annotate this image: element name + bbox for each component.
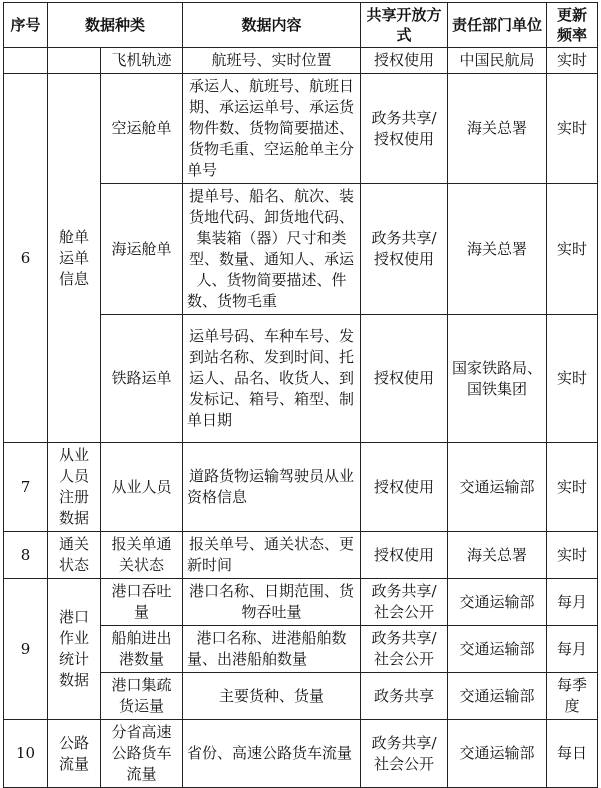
department-cell: 交通运输部: [448, 720, 547, 788]
index-cell: 6: [4, 74, 48, 443]
content-cell: 省份、高速公路货车流量: [183, 720, 361, 788]
subcategory-cell: 港口集疏货运量: [101, 673, 183, 720]
content-cell: 提单号、船名、航次、装货地代码、卸货地代码、集装箱（器）尺寸和类型、数量、通知人、承运人、货物简要描述、件数、货物毛重: [183, 184, 361, 315]
sharing-cell: 政务共享/授权使用: [361, 74, 448, 184]
header-frequency: 更新频率: [547, 3, 598, 48]
category-cell: 舱单运单信息: [48, 74, 101, 443]
department-cell: 交通运输部: [448, 579, 547, 626]
subcategory-cell: 飞机轨迹: [101, 48, 183, 74]
department-cell: 交通运输部: [448, 626, 547, 673]
content-cell: 港口名称、日期范围、货物吞吐量: [183, 579, 361, 626]
department-cell: 国家铁路局、国铁集团: [448, 315, 547, 443]
department-cell: 交通运输部: [448, 673, 547, 720]
frequency-cell: 实时: [547, 184, 598, 315]
sharing-cell: 授权使用: [361, 443, 448, 532]
frequency-cell: 每日: [547, 720, 598, 788]
category-cell: 公路流量: [48, 720, 101, 788]
sharing-cell: 政务共享/社会公开: [361, 720, 448, 788]
content-cell: 航班号、实时位置: [183, 48, 361, 74]
department-cell: 海关总署: [448, 74, 547, 184]
header-row: [4, 3, 598, 48]
subcategory-cell: 船舶进出港数量: [101, 626, 183, 673]
frequency-cell: 每月: [547, 626, 598, 673]
content-cell: 主要货种、货量: [183, 673, 361, 720]
content-cell: 运单号码、车种车号、发到站名称、发到时间、托运人、品名、收货人、到发标记、箱号、箱型、制单日期: [183, 315, 361, 443]
sharing-cell: 授权使用: [361, 48, 448, 74]
sharing-cell: 政务共享/社会公开: [361, 579, 448, 626]
frequency-cell: 实时: [547, 74, 598, 184]
subcategory-cell: 空运舱单: [101, 74, 183, 184]
header-category: 数据种类: [48, 3, 183, 48]
index-cell: 10: [4, 720, 48, 788]
table-row: [4, 579, 598, 626]
content-cell: 道路货物运输驾驶员从业资格信息: [183, 443, 361, 532]
department-cell: 海关总署: [448, 184, 547, 315]
subcategory-cell: 分省高速公路货车流量: [101, 720, 183, 788]
index-cell: 8: [4, 532, 48, 579]
frequency-cell: 每月: [547, 579, 598, 626]
table-row: [4, 532, 598, 579]
frequency-cell: 实时: [547, 48, 598, 74]
content-cell: 报关单号、通关状态、更新时间: [183, 532, 361, 579]
index-cell-empty: [4, 48, 48, 74]
frequency-cell: 实时: [547, 315, 598, 443]
table-row: [4, 720, 598, 788]
subcategory-cell: 铁路运单: [101, 315, 183, 443]
sharing-cell: 政务共享/授权使用: [361, 184, 448, 315]
index-cell: 7: [4, 443, 48, 532]
department-cell: 海关总署: [448, 532, 547, 579]
sharing-cell: 政务共享: [361, 673, 448, 720]
category-cell: 从业人员注册数据: [48, 443, 101, 532]
frequency-cell: 每季度: [547, 673, 598, 720]
category-cell-empty: [48, 48, 101, 74]
category-cell: 通关状态: [48, 532, 101, 579]
header-department: 责任部门单位: [448, 3, 547, 48]
sharing-cell: 授权使用: [361, 532, 448, 579]
content-cell: 港口名称、进港船舶数量、出港船舶数量: [183, 626, 361, 673]
subcategory-cell: 港口吞吐量: [101, 579, 183, 626]
frequency-cell: 实时: [547, 532, 598, 579]
header-content: 数据内容: [183, 3, 361, 48]
header-index: 序号: [4, 3, 48, 48]
sharing-cell: 政务共享/社会公开: [361, 626, 448, 673]
content-cell: 承运人、航班号、航班日期、承运运单号、承运货物件数、货物简要描述、货物毛重、空运舱单主分单号: [183, 74, 361, 184]
department-cell: 交通运输部: [448, 443, 547, 532]
table-row: [4, 443, 598, 532]
sharing-cell: 授权使用: [361, 315, 448, 443]
category-cell: 港口作业统计数据: [48, 579, 101, 720]
table-row: [4, 74, 598, 184]
subcategory-cell: 从业人员: [101, 443, 183, 532]
table-row: [4, 48, 598, 74]
index-cell: 9: [4, 579, 48, 720]
department-cell: 中国民航局: [448, 48, 547, 74]
subcategory-cell: 报关单通关状态: [101, 532, 183, 579]
frequency-cell: 实时: [547, 443, 598, 532]
data-sharing-table: [3, 2, 598, 788]
subcategory-cell: 海运舱单: [101, 184, 183, 315]
header-sharing: 共享开放方式: [361, 3, 448, 48]
